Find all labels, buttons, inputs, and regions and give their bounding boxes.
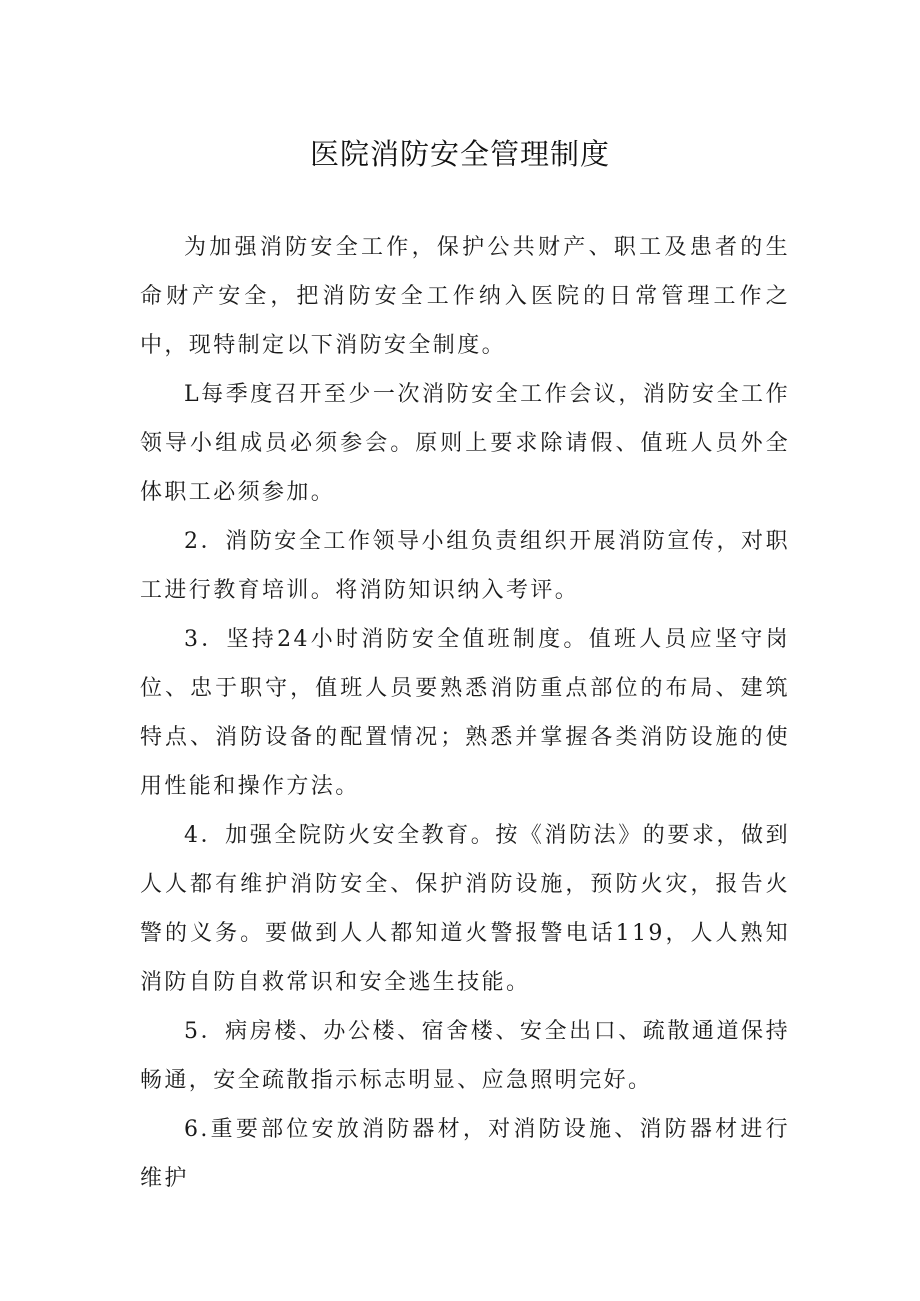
paragraph-item-6: 6.重要部位安放消防器材，对消防设施、消防器材进行维护: [140, 1117, 790, 1191]
paragraph-item-2: 2．消防安全工作领导小组负责组织开展消防宣传，对职工进行教育培训。将消防知识纳入考评。: [140, 529, 790, 603]
paragraph-item-3: 3．坚持24小时消防安全值班制度。值班人员应坚守岗位、忠于职守，值班人员要熟悉消防重点部位的布局、建筑特点、消防设备的配置情况；熟悉并掌握各类消防设施的使用性能和操作方法。: [140, 627, 790, 799]
page-title: 医院消防安全管理制度: [309, 137, 610, 171]
paragraph-item-1: L每季度召开至少一次消防安全工作会议，消防安全工作领导小组成员必须参会。原则上要求除请假、值班人员外全体职工必须参加。: [140, 382, 790, 505]
paragraph-item-5: 5．病房楼、办公楼、宿舍楼、安全出口、疏散通道保持畅通，安全疏散指示标志明显、应急照明完好。: [140, 1019, 790, 1093]
paragraph-intro: 为加强消防安全工作，保护公共财产、职工及患者的生命财产安全，把消防安全工作纳入医院的日常管理工作之中，现特制定以下消防安全制度。: [140, 235, 790, 358]
paragraph-item-4: 4．加强全院防火安全教育。按《消防法》的要求，做到人人都有维护消防安全、保护消防设施，预防火灾，报告火警的义务。要做到人人都知道火警报警电话119，人人熟知消防自防自救常识和安全逃生技能。: [140, 823, 790, 995]
document-body: [140, 223, 790, 1203]
